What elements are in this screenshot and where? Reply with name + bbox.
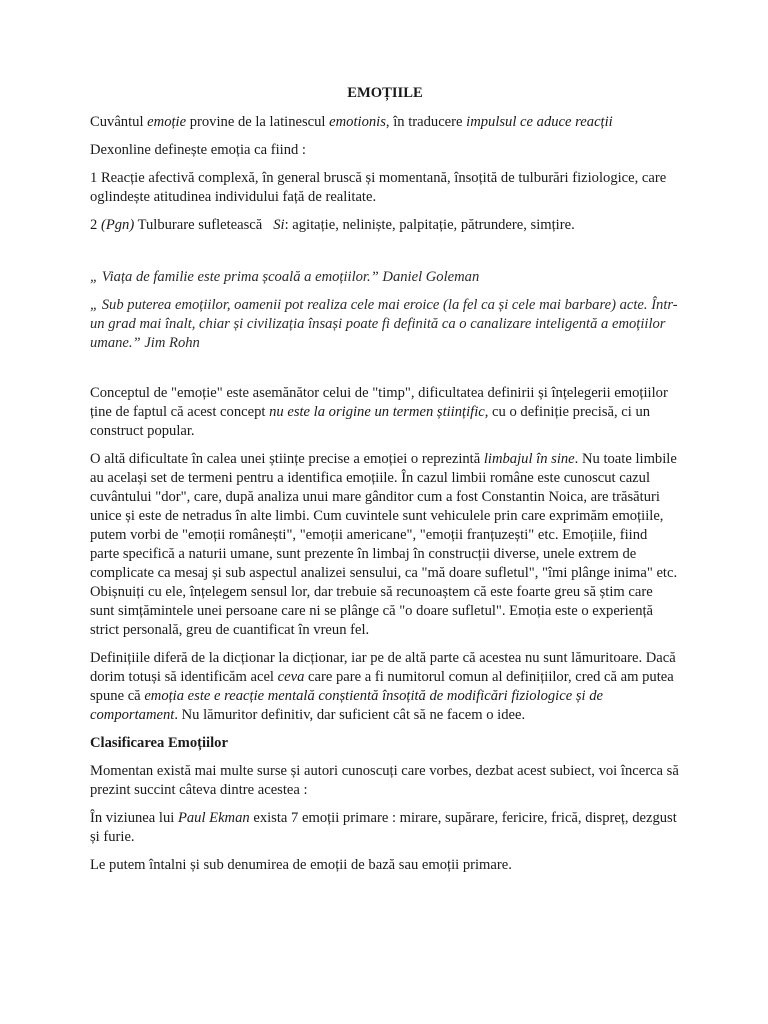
definition-2-synonyms: : agitație, neliniște, palpitație, pătrundere, simțire. <box>284 217 575 233</box>
paragraph-emphasis: ceva <box>277 669 305 685</box>
document-title: EMOȚIILE <box>347 85 423 101</box>
document-page <box>90 84 680 884</box>
paragraph-text: exista 7 emoții primare : mirare, supărare, fericire, frică, dispreț, dezgust și furie. <box>90 810 677 845</box>
dexonline-intro: Dexonline definește emoția ca fiind : <box>90 142 306 158</box>
section-heading: Clasificarea Emoțiilor <box>90 735 228 751</box>
intro-text: provine de la latinescul <box>186 114 330 130</box>
definition-2-text: Tulburare sufletească <box>134 217 274 233</box>
intro-paragraph <box>90 113 680 132</box>
intro-text: , în traducere <box>385 114 467 130</box>
paragraph-emphasis: limbajul în sine <box>483 451 575 467</box>
quote-rohn: „ Sub puterea emoțiilor, oamenii pot realiza cele mai eroice (la fel ca și cele mai barbare) acte. Într-un grad mai înalt, chiar și civilizația însași poate fi definită ca o canalizare inteligentă a emoțiilor umane.” Jim Rohn <box>90 297 678 351</box>
paragraph-text: Definițiile diferă de la dicționar la dicționar, iar pe de altă parte că acestea nu sunt lămuritoare. Dacă dorim totuși să identificăm acel <box>90 650 676 685</box>
paragraph-text: În viziunea lui <box>90 810 178 826</box>
definition-2 <box>90 216 680 235</box>
paragraph-text: O altă dificultate în calea unei științe precise a emoției o reprezintă <box>90 451 484 467</box>
paragraph-text: care pare a fi numitorul comun al definițiilor, cred că am putea spune că <box>90 669 674 704</box>
intro-text: Cuvântul <box>90 114 148 130</box>
intro-emphasis-translation: impulsul ce aduce reacții <box>466 114 613 130</box>
paragraph-text: . Nu toate limbile au același set de termeni pentru a identifica emoțiile. În cazul limbii române este cunoscut cazul cuvântului "dor", care, după analiza unui mare gânditor cum a fost Constantin Noica, are trăsături unice și este de netradus în alte limbi. Cum cuvintele sunt vehiculele prin care exprimăm emoțiile, putem vorbi de "emoții românești", "emoții americane", "emoții franțuzești" etc. Emoțiile, fiind parte specifică a naturii umane, sunt prezente în limbaj în construcții diverse, unele extrem de complicate ca mesaj și sub aspectul analizei sensului, ca "mă doare sufletul", "îmi plânge inima" etc. Obișnuiți cu ele, înțelegem sensul lor, dar trebuie să recunoaștem că este foarte greu să știm care sunt simțămintele unei persoane care ni se plânge că "o doare sufletul". Emoția este o experiență strict personală, greu de cuantificat în vreun fel. <box>90 451 678 638</box>
paragraph-basic-emotions: Le putem întalni și sub denumirea de emoții de bază sau emoții primare. <box>90 857 512 873</box>
paragraph-emphasis: emoția este e reacție mentală conștientă însoțită de modificări fiziologice și de comportament <box>90 688 603 723</box>
intro-emphasis-emotie: emoție <box>147 114 187 130</box>
definition-1: 1 Reacție afectivă complexă, în general bruscă și momentană, însoțită de tulburări fiziologice, care oglindește atitudinea individului față de realitate. <box>90 170 667 205</box>
paragraph-text: . Nu lămuritor definitiv, dar suficient cât să ne facem o idee. <box>174 707 526 723</box>
definition-2-si: Si <box>273 217 285 233</box>
paragraph-emphasis-ekman: Paul Ekman <box>177 810 250 826</box>
paragraph-text: , cu o definiție precisă, ci un construct popular. <box>90 404 651 439</box>
paragraph-text: Conceptul de "emoție" este asemănător celui de "timp", dificultatea definirii și înțelegerii emoțiilor ține de faptul că acest concept <box>90 385 668 420</box>
definition-2-pgn: (Pgn) <box>100 217 135 233</box>
quote-goleman: „ Viața de familie este prima școală a emoțiilor.” Daniel Goleman <box>90 269 480 285</box>
paragraph-concept <box>90 384 680 441</box>
paragraph-emphasis: nu este la origine un termen științific <box>269 404 485 420</box>
paragraph-ekman <box>90 809 680 847</box>
intro-emphasis-emotionis: emotionis <box>329 114 386 130</box>
definition-2-number: 2 <box>90 217 101 233</box>
paragraph-definitions <box>90 649 680 725</box>
paragraph-language <box>90 450 680 640</box>
paragraph-sources: Momentan există mai multe surse și autori cunoscuți care vorbes, dezbat acest subiect, voi încerca să prezint succint câteva dintre acestea : <box>90 763 679 798</box>
